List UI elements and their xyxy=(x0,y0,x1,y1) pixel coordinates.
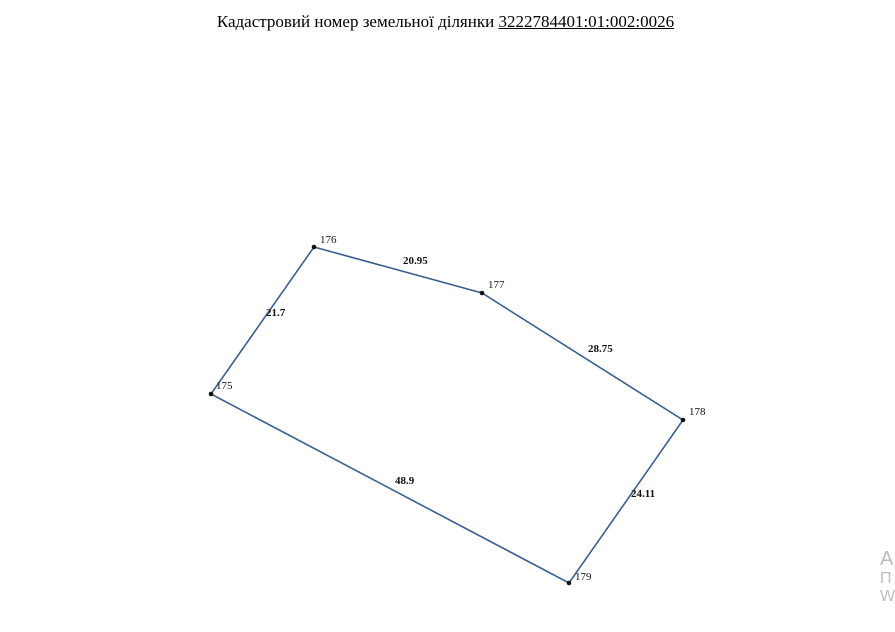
cut-off-text-line-1: A xyxy=(880,548,894,570)
segment-length-175-176: 21.7 xyxy=(266,307,286,319)
point-label-176: 176 xyxy=(320,234,337,246)
boundary-point-175 xyxy=(209,392,214,397)
cut-off-text-line-3: W xyxy=(880,587,895,605)
cadastral-number: 3222784401:01:002:0026 xyxy=(498,12,675,31)
segment-length-179-175: 48.9 xyxy=(395,475,415,487)
point-label-178: 178 xyxy=(689,406,706,418)
point-label-177: 177 xyxy=(488,279,505,291)
point-label-175: 175 xyxy=(216,380,233,392)
boundary-point-178 xyxy=(681,418,686,423)
point-label-179: 179 xyxy=(575,571,592,583)
cut-off-overlay-text xyxy=(880,548,895,605)
boundary-point-177 xyxy=(480,291,485,296)
boundary-point-179 xyxy=(567,581,572,586)
parcel-boundary xyxy=(211,247,683,583)
segment-length-177-178: 28.75 xyxy=(588,343,613,355)
segment-length-176-177: 20.95 xyxy=(403,255,428,267)
cut-off-text-line-2: П xyxy=(880,570,892,587)
boundary-point-176 xyxy=(312,245,317,250)
segment-length-178-179: 24.11 xyxy=(631,488,656,500)
title-prefix: Кадастровий номер земельної ділянки xyxy=(216,12,495,31)
